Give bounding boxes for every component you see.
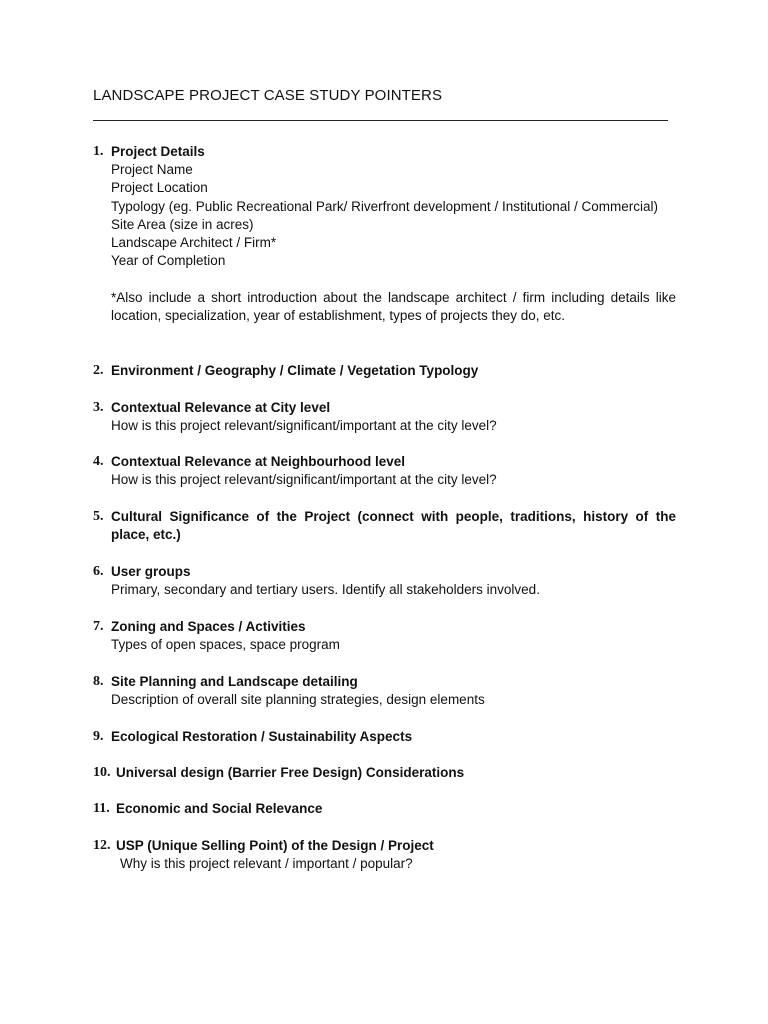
- section-description: Why is this project relevant / important / popular?: [120, 856, 413, 872]
- section-environment: [93, 362, 676, 380]
- section-number: 4.: [93, 454, 104, 469]
- footnote: *Also include a short introduction about the landscape architect / firm including details like location, specialization, year of establishment, types of projects they do, etc.: [111, 289, 676, 323]
- section-heading: Economic and Social Relevance: [116, 801, 323, 816]
- document-title: LANDSCAPE PROJECT CASE STUDY POINTERS: [93, 87, 443, 104]
- section-number: 6.: [93, 564, 104, 579]
- section-usp: [93, 837, 676, 873]
- section-heading: Contextual Relevance at City level: [111, 400, 331, 415]
- section-zoning: [93, 618, 676, 654]
- section-number: 5.: [93, 509, 104, 524]
- section-description: Description of overall site planning strategies, design elements: [111, 692, 485, 708]
- section-heading: Environment / Geography / Climate / Vegetation Typology: [111, 363, 479, 378]
- section-heading: Contextual Relevance at Neighbourhood level: [111, 454, 406, 469]
- section-number: 10.: [93, 765, 111, 780]
- section-cultural-significance: [93, 508, 676, 544]
- detail-line: Year of Completion: [111, 253, 226, 269]
- section-ecological-restoration: [93, 728, 676, 746]
- section-heading: Zoning and Spaces / Activities: [111, 619, 306, 634]
- section-heading: User groups: [111, 564, 191, 579]
- section-heading: Universal design (Barrier Free Design) Considerations: [116, 765, 465, 780]
- detail-line: Project Name: [111, 162, 193, 178]
- section-site-planning: [93, 673, 676, 709]
- section-number: 9.: [93, 729, 104, 744]
- section-heading: Project Details: [111, 144, 205, 159]
- section-project-details: [93, 143, 676, 325]
- section-heading: Ecological Restoration / Sustainability Aspects: [111, 729, 413, 744]
- section-number: 12.: [93, 838, 111, 853]
- section-neighbourhood-relevance: [93, 453, 676, 489]
- section-description: Types of open spaces, space program: [111, 637, 340, 653]
- section-heading: Site Planning and Landscape detailing: [111, 674, 358, 689]
- section-heading: Cultural Significance of the Project (connect with people, traditions, history of the place, etc.): [111, 509, 676, 543]
- section-description: How is this project relevant/significant/important at the city level?: [111, 418, 497, 434]
- section-description: Primary, secondary and tertiary users. Identify all stakeholders involved.: [111, 582, 540, 598]
- detail-line: Landscape Architect / Firm*: [111, 235, 277, 251]
- section-user-groups: [93, 563, 676, 599]
- section-economic-social: [93, 800, 676, 818]
- section-description: How is this project relevant/significant/important at the city level?: [111, 472, 497, 488]
- detail-line: Project Location: [111, 180, 208, 196]
- section-universal-design: [93, 764, 676, 782]
- section-number: 1.: [93, 144, 104, 159]
- section-heading: USP (Unique Selling Point) of the Design / Project: [116, 838, 434, 853]
- section-number: 11.: [93, 801, 110, 816]
- section-number: 8.: [93, 674, 104, 689]
- section-number: 2.: [93, 363, 104, 378]
- section-number: 7.: [93, 619, 104, 634]
- detail-line: Site Area (size in acres): [111, 216, 254, 232]
- title-underline: [93, 120, 668, 121]
- detail-line: Typology (eg. Public Recreational Park/ Riverfront development / Institutional / Commercial): [111, 198, 658, 214]
- section-city-relevance: [93, 399, 676, 435]
- spacer: [93, 270, 676, 288]
- section-number: 3.: [93, 400, 104, 415]
